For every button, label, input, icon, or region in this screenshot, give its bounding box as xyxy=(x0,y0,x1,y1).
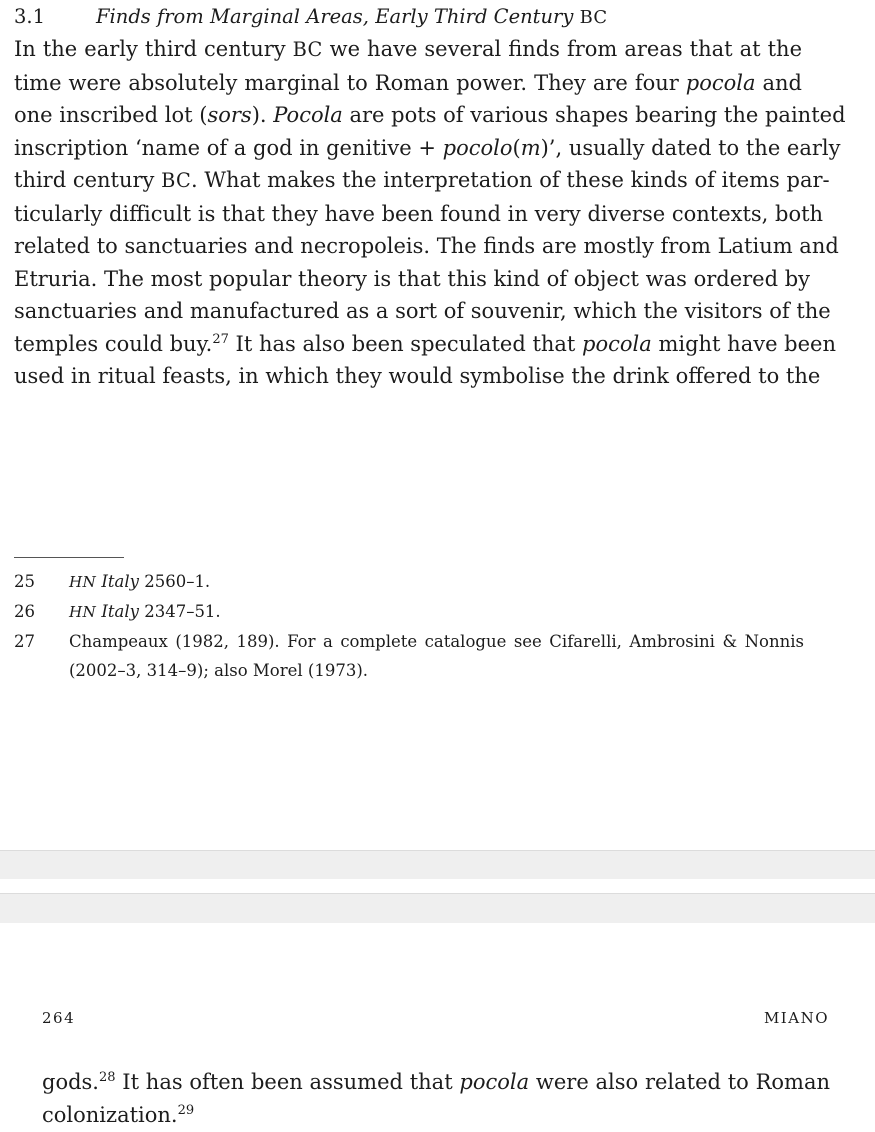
text-line xyxy=(14,263,811,296)
section-number: 3.1 xyxy=(14,5,46,28)
document-page-next xyxy=(0,923,875,1132)
text-line xyxy=(42,1099,830,1132)
italic-text: Italy xyxy=(101,602,139,621)
italic-text: sors xyxy=(207,103,252,127)
italic-text: pocola xyxy=(685,70,756,95)
small-caps-text: BC xyxy=(292,38,323,61)
text-run: In the early third century xyxy=(14,37,293,61)
running-head-author: MIANO xyxy=(763,1009,829,1027)
text-run: inscription ‘name of a god in genitive + xyxy=(14,135,443,160)
page-number: 264 xyxy=(42,1009,76,1027)
text-line xyxy=(42,1066,830,1099)
footnotes xyxy=(14,567,804,685)
text-line xyxy=(14,132,841,165)
text-run: we have several finds from areas that at the xyxy=(322,37,803,61)
text-run: 2560–1. xyxy=(138,572,211,591)
text-run: . What makes the interpretation of these kinds of items par- xyxy=(191,168,830,192)
footnote-reference: 28 xyxy=(98,1069,116,1085)
footnote-line xyxy=(69,656,804,685)
text-run: one inscribed lot ( xyxy=(14,103,208,127)
text-line xyxy=(14,164,830,198)
footnote-25 xyxy=(14,567,804,597)
text-run: Etruria. The most popular theory is that this kind of object was ordered by xyxy=(14,266,811,291)
text-line xyxy=(14,328,837,361)
italic-text: pocola xyxy=(582,331,652,356)
text-line xyxy=(14,295,831,328)
footnote-number: 26 xyxy=(14,602,35,621)
footnote-line xyxy=(69,627,804,656)
body-paragraph-continued xyxy=(42,1066,830,1131)
text-run: used in ritual feasts, in which they would symbolise the drink offered to the xyxy=(14,364,821,388)
footnote-reference: 27 xyxy=(212,331,229,347)
footnote-number: 25 xyxy=(14,572,35,591)
footnote-line xyxy=(69,597,804,627)
footnote-reference: 29 xyxy=(177,1102,195,1118)
small-caps-text: BC xyxy=(161,169,192,192)
italic-text: m xyxy=(520,135,541,160)
page-separator xyxy=(0,893,875,924)
footnote-number: 27 xyxy=(14,632,35,651)
section-heading xyxy=(14,2,607,33)
text-run: It has often been assumed that xyxy=(115,1070,460,1094)
footnote-line xyxy=(69,567,804,597)
text-run: )’, usually dated to the early xyxy=(540,135,841,160)
text-line xyxy=(14,67,802,100)
text-run: time were absolutely marginal to Roman power. They are four xyxy=(14,70,686,95)
text-run: (2002–3, 314–9); also Morel (1973). xyxy=(69,661,369,680)
text-run: It has also been speculated that xyxy=(228,331,583,356)
text-run: are pots of various shapes bearing the painted xyxy=(342,103,846,127)
footnote-26 xyxy=(14,597,804,627)
text-run: sanctuaries and manufactured as a sort of souvenir, which the visitors of the xyxy=(14,299,831,323)
text-run: and xyxy=(755,70,802,95)
text-run: ). xyxy=(251,103,274,127)
text-run: Champeaux (1982, 189). For a complete catalogue see Cifarelli, Ambrosini & Nonnis xyxy=(69,632,804,651)
body-paragraph xyxy=(14,33,846,393)
italic-text: Italy xyxy=(101,572,139,591)
text-line xyxy=(14,99,846,132)
footnote-27 xyxy=(14,627,804,685)
text-run: related to sanctuaries and necropoleis. The finds are mostly from Latium and xyxy=(14,234,839,258)
text-run: ( xyxy=(512,135,521,160)
footnote-divider xyxy=(14,557,124,558)
text-line xyxy=(14,198,824,231)
text-run: ticularly difficult is that they have been found in very diverse contexts, both xyxy=(14,201,824,226)
text-run: temples could buy. xyxy=(14,331,213,356)
text-run: gods. xyxy=(42,1070,99,1094)
text-run: third century xyxy=(14,168,162,192)
text-line xyxy=(14,360,821,393)
section-title-era: BC xyxy=(579,7,608,28)
text-run: might have been xyxy=(651,331,837,356)
text-run: colonization. xyxy=(42,1102,178,1127)
text-line xyxy=(14,33,802,67)
page-separator-gap xyxy=(0,879,875,892)
italic-small-caps-text: HN xyxy=(69,573,97,591)
italic-small-caps-text: HN xyxy=(69,603,97,621)
italic-text: pocola xyxy=(459,1070,530,1094)
page-separator xyxy=(0,850,875,880)
text-run: 2347–51. xyxy=(138,602,221,621)
section-title-text: Finds from Marginal Areas, Early Third Century xyxy=(96,5,580,28)
italic-text: Pocola xyxy=(273,103,343,127)
italic-text: pocolo xyxy=(442,135,513,160)
text-run: were also related to Roman xyxy=(529,1070,830,1094)
section-title xyxy=(96,5,607,28)
text-line xyxy=(14,230,839,263)
